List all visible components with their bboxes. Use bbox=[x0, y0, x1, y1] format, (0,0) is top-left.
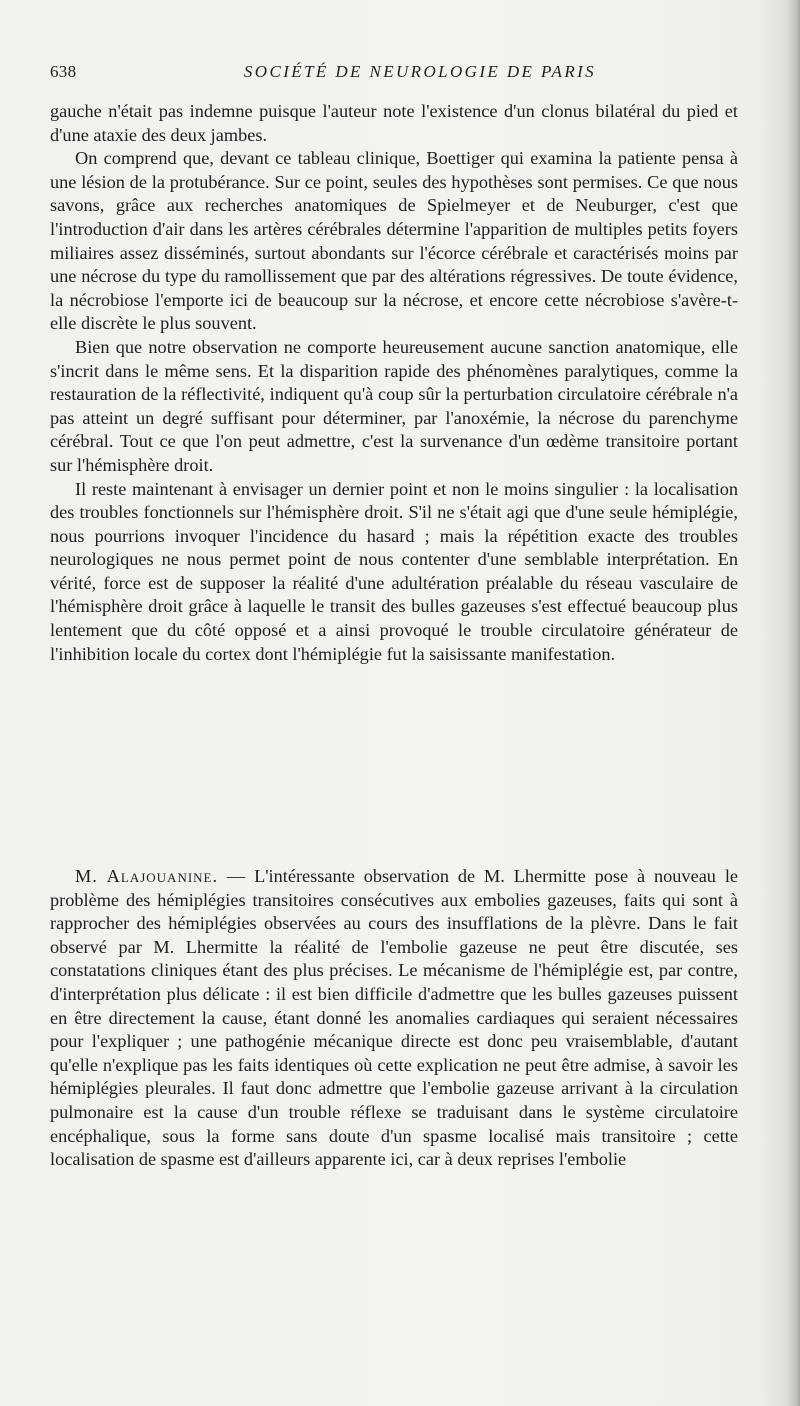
paragraph: On comprend que, devant ce tableau clinique, Boettiger qui examina la patiente pensa à une lésion de la protubérance. Sur ce point, seules des hypothèses sont permises. Ce que nous savons, grâce aux recherches anatomiques de Spielmeyer et de Neuburger, c'est que l'introduction d'air dans les artères cérébrales détermine l'apparition de multiples petits foyers miliaires assez disséminés, surtout abondants sur l'écorce cérébrale et caractérisés moins par une nécrose du type du ramollissement que par des altérations régressives. De toute évidence, la nécrobiose l'emporte ici de beaucoup sur la nécrose, et encore cette nécrobiose s'avère-t-elle discrète le plus souvent. bbox=[50, 148, 738, 334]
discussion-text: L'intéressante observation de M. Lhermitte pose à nouveau le problème des hémiplégies transitoires consécutives aux embolies gazeuses, faits qui sont à rapprocher des hémiplégies observées au cours des insufflations de la plèvre. Dans le fait observé par M. Lhermitte la réalité de l'embolie gazeuse ne peut être discutée, ses constatations cliniques étant des plus précises. Le mécanisme de l'hémiplégie est, par contre, d'interprétation plus délicate : il est bien difficile d'admettre que les bulles gazeuses puissent en être directement la cause, étant donné les anomalies cardiaques qui seraient nécessaires pour l'expliquer ; une pathogénie mécanique directe est donc peu vraisemblable, d'autant qu'elle n'explique pas les faits identiques où cette explication ne peut être admise, à savoir les hémiplégies pleurales. Il faut donc admettre que l'embolie gazeuse arrivant à la circulation pulmonaire est la cause d'un trouble réflexe se traduisant dans le système circulatoire encéphalique, sous la forme sans doute d'un spasme localisé mais transitoire ; cette localisation de spasme est d'ailleurs apparente ici, car à deux reprises l'embolie bbox=[50, 866, 739, 1170]
discussion-paragraph bbox=[50, 865, 738, 1172]
page-number: 638 bbox=[50, 62, 77, 81]
paragraph: Bien que notre observation ne comporte heureusement aucune sanction anatomique, elle s'incrit dans le même sens. Et la disparition rapide des phénomènes paralytiques, comme la restauration de la réflectivité, indiquent qu'à coup sûr la perturbation circulatoire cérébrale n'a pas atteint un degré suffisant pour déterminer, par l'anoxémie, la nécrose du parenchyme cérébral. Tout ce que l'on peut admettre, c'est la survenance d'un œdème transitoire portant sur l'hémisphère droit. bbox=[50, 336, 738, 475]
speaker-name: M. Alajouanine. bbox=[75, 866, 219, 886]
em-dash: — bbox=[218, 866, 255, 886]
running-title: SOCIÉTÉ DE NEUROLOGIE DE PARIS bbox=[243, 62, 597, 81]
paragraph-continued: gauche n'était pas indemne puisque l'auteur note l'existence d'un clonus bilatéral du pied et d'une ataxie des deux jambes. bbox=[50, 101, 738, 145]
discussion-section bbox=[50, 865, 738, 1172]
body-text bbox=[50, 100, 738, 666]
page-edge-shadow bbox=[786, 0, 800, 1406]
page-header bbox=[50, 62, 740, 88]
paragraph: Il reste maintenant à envisager un dernier point et non le moins singulier : la localisation des troubles fonctionnels sur l'hémisphère droit. S'il ne s'était agi que d'une seule hémiplégie, nous pourrions invoquer l'incidence du hasard ; mais la répétition exacte des troubles neurologiques ne nous permet point de nous contenter d'une semblable interprétation. En vérité, force est de supposer la réalité d'une adultération préalable du réseau vasculaire de l'hémisphère droit grâce à laquelle le transit des bulles gazeuses s'est effectué beaucoup plus lentement que du côté opposé et a ainsi provoqué le trouble circulatoire générateur de l'inhibition locale du cortex dont l'hémiplégie fut la saisissante manifestation. bbox=[50, 478, 738, 664]
